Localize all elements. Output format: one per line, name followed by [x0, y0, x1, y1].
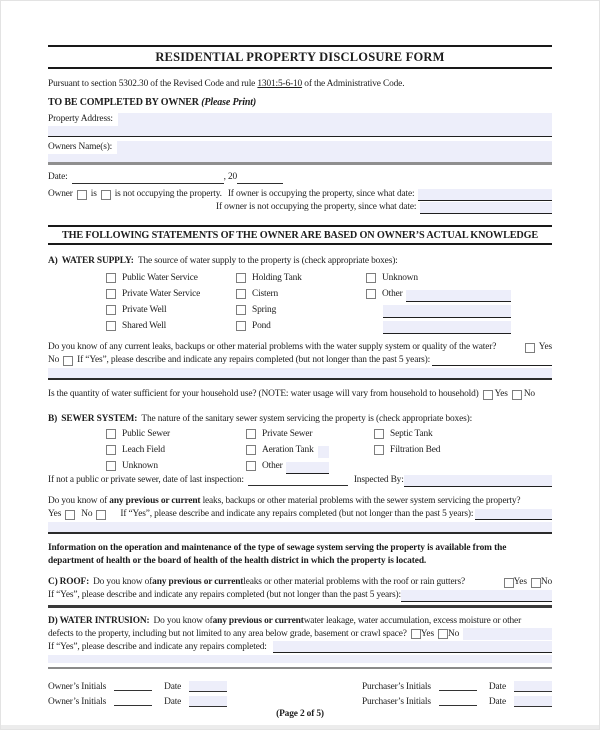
occupancy-row — [48, 188, 552, 201]
checkbox-aeration-tank[interactable] — [246, 445, 256, 455]
section-c-heading — [48, 576, 552, 589]
water-leaks-followup — [48, 354, 552, 367]
yes-label: Yes — [538, 342, 552, 352]
checkbox-public-water-service[interactable] — [106, 273, 116, 283]
property-address-row — [48, 113, 552, 126]
checkbox-pond[interactable] — [236, 321, 246, 331]
checkbox-water-leaks-yes[interactable] — [525, 343, 535, 353]
owners-name-row — [48, 141, 552, 154]
pursuant-text-pre: Pursuant to section 5302.30 of the Revised Code and rule — [48, 79, 258, 89]
water-option — [236, 302, 366, 318]
checkbox-label: Other — [382, 289, 403, 299]
sewer-checkbox-grid — [106, 426, 552, 474]
sewer-option — [246, 442, 374, 458]
checkbox-holding-tank[interactable] — [236, 273, 246, 283]
no-label: No — [48, 355, 60, 365]
checkbox-shared-well[interactable] — [106, 321, 116, 331]
occupying-since-date-input[interactable] — [418, 189, 552, 201]
no-label: No — [523, 389, 535, 399]
checkbox-label: Holding Tank — [252, 273, 302, 283]
signature-footer — [48, 677, 552, 707]
owners-initials-label: Owner’s Initials — [48, 682, 107, 692]
checkbox-private-sewer[interactable] — [246, 429, 256, 439]
owners-name-input-line2[interactable] — [48, 154, 552, 165]
intrusion-question-post: water leakage, water accumulation, excess moisture or other — [303, 615, 522, 626]
water-option — [236, 286, 366, 302]
checkbox-filtration-bed[interactable] — [374, 445, 384, 455]
purchaser-date-input-1[interactable] — [514, 681, 552, 692]
owner-initials-input-2[interactable] — [114, 696, 152, 706]
occupy-is-text: is — [90, 189, 97, 199]
inspected-by-input[interactable] — [404, 475, 552, 487]
water-option — [366, 302, 552, 318]
checkbox-roof-no[interactable] — [531, 578, 541, 588]
form-title: RESIDENTIAL PROPERTY DISCLOSURE FORM — [155, 50, 445, 64]
owner-initials-block — [48, 677, 227, 707]
water-supply-checkbox-grid — [106, 270, 552, 334]
sewer-inspection-row — [48, 474, 552, 487]
checkbox-other-sewer[interactable] — [246, 461, 256, 471]
other-sewer-input[interactable] — [286, 462, 329, 474]
page-number: (Page 2 of 5) — [276, 709, 324, 719]
other-water-input[interactable] — [406, 290, 511, 302]
owner-initials-input-1[interactable] — [114, 681, 152, 691]
not-occupying-since-date-input[interactable] — [420, 202, 552, 214]
checkbox-intrusion-yes[interactable] — [411, 629, 421, 639]
no-label: No — [447, 628, 460, 639]
purchaser-initials-row — [362, 692, 552, 707]
checkbox-label: Unknown — [122, 461, 158, 471]
sewer-option — [106, 458, 246, 474]
yes-label: Yes — [48, 509, 62, 519]
water-option — [106, 302, 236, 318]
section-b-heading — [48, 413, 552, 426]
checkbox-owner-is-not-occupying[interactable] — [101, 190, 111, 200]
sewer-describe-input[interactable] — [475, 509, 552, 520]
checkbox-intrusion-no[interactable] — [438, 629, 448, 639]
date-label: Date — [164, 682, 182, 692]
occupancy-row-2 — [216, 201, 552, 214]
please-print-note: (Please Print) — [201, 97, 257, 108]
water-quantity-question — [48, 388, 552, 401]
section-a-label: A) — [48, 256, 58, 266]
checkbox-label: Unknown — [382, 273, 418, 283]
aeration-tank-field[interactable] — [318, 446, 329, 458]
intrusion-question-line2-text: defects to the property, including but not limited to any area below grade, basement or crawl space? — [48, 628, 407, 639]
last-inspection-date-input[interactable] — [248, 475, 348, 486]
property-address-input-line2[interactable] — [48, 126, 552, 137]
owner-date-input-2[interactable] — [189, 696, 227, 707]
section-d-label: D) — [48, 615, 58, 626]
water-option — [106, 270, 236, 286]
footer-divider — [48, 667, 552, 670]
occupy-q1-text: If owner is occupying the property, since what date: — [227, 189, 415, 199]
checkbox-label: Public Water Service — [122, 273, 198, 283]
date-label: Date — [488, 682, 506, 692]
intrusion-field-shade[interactable] — [463, 628, 552, 640]
sewer-question-post: leaks, backups or other material problems with the sewer system servicing the property? — [200, 496, 521, 506]
checkbox-label: Spring — [252, 305, 277, 315]
purchasers-initials-label: Purchaser’s Initials — [361, 697, 431, 707]
water-option — [106, 318, 236, 334]
roof-followup-row — [48, 589, 552, 602]
yes-label: Yes — [513, 577, 527, 587]
checkbox-leach-field[interactable] — [106, 445, 116, 455]
checkbox-roof-yes[interactable] — [504, 578, 514, 588]
water-option — [236, 318, 366, 334]
checkbox-sewer-leaks-no[interactable] — [96, 510, 106, 520]
sewer-option — [246, 458, 374, 474]
property-address-label: Property Address: — [48, 114, 113, 124]
form-title-bar — [48, 45, 552, 69]
section-a-intro: The source of water supply to the property is (check appropriate boxes): — [137, 256, 398, 266]
checkbox-septic-tank[interactable] — [374, 429, 384, 439]
date-label: Date — [164, 697, 182, 707]
sewer-option — [106, 442, 246, 458]
date-year-input[interactable] — [237, 173, 283, 184]
checkbox-sewer-leaks-yes[interactable] — [65, 510, 75, 520]
pursuant-text-post: of the Administrative Code. — [302, 79, 405, 89]
no-label: No — [81, 509, 93, 519]
owner-initials-row — [48, 677, 227, 692]
checkbox-label: Leach Field — [122, 445, 165, 455]
checkbox-owner-is-occupying[interactable] — [77, 190, 87, 200]
owners-initials-label: Owner’s Initials — [48, 697, 107, 707]
section-c-divider — [48, 605, 552, 608]
occupy-owner-text: Owner — [48, 189, 73, 199]
sewer-option — [374, 426, 552, 442]
checkbox-label: Aeration Tank — [262, 445, 314, 455]
water-option — [106, 286, 236, 302]
water-quantity-question-text: Is the quantity of water sufficient for your household use? (NOTE: water usage will vary from household to household) — [48, 389, 479, 399]
section-c-title: ROOF: — [59, 577, 90, 587]
section-b-intro: The nature of the sanitary sewer system servicing the property is (check appropriate boxes): — [141, 414, 473, 424]
section-d-heading — [48, 615, 552, 628]
water-option — [366, 318, 552, 334]
yes-label: Yes — [420, 628, 434, 639]
checkbox-cistern[interactable] — [236, 289, 246, 299]
occupy-q2-text: If owner is not occupying the property, since what date: — [216, 202, 417, 212]
pursuant-line — [48, 78, 552, 91]
other-water-input-line2[interactable] — [383, 305, 511, 318]
no-label: No — [540, 577, 552, 587]
roof-question-post: leaks or other material problems with the roof or rain gutters? — [243, 577, 465, 587]
purchaser-initials-input-2[interactable] — [439, 696, 477, 706]
sewer-option-empty — [374, 458, 552, 474]
checkbox-label: Private Well — [122, 305, 167, 315]
roof-question-bold: any previous or current — [152, 577, 244, 587]
section-d-title: WATER INTRUSION: — [59, 615, 150, 626]
date-label: Date — [488, 697, 506, 707]
sewer-option — [374, 442, 552, 458]
checkbox-public-sewer[interactable] — [106, 429, 116, 439]
owner-heading-text: TO BE COMPLETED BY OWNER — [48, 97, 202, 108]
owner-section-heading — [48, 96, 552, 109]
intrusion-followup-text: If “Yes”, please describe and indicate any repairs completed: — [48, 641, 267, 652]
checkbox-label: Septic Tank — [390, 429, 433, 439]
sewer-option — [106, 426, 246, 442]
date-row — [48, 171, 552, 184]
water-leaks-describe-input-line2[interactable] — [48, 368, 552, 380]
checkbox-water-quantity-no[interactable] — [512, 390, 522, 400]
occupy-is-not-text: is not occupying the property. — [114, 189, 222, 199]
checkbox-water-quantity-yes[interactable] — [483, 390, 493, 400]
yes-label: Yes — [494, 389, 508, 399]
sewer-question-bold: any previous or current — [109, 496, 201, 506]
rule-citation: 1301:5-6-10 — [257, 79, 303, 89]
owner-date-input-1[interactable] — [189, 681, 227, 692]
sewer-leaks-question — [48, 495, 552, 508]
date-input[interactable] — [72, 173, 224, 184]
statements-header: THE FOLLOWING STATEMENTS OF THE OWNER ARE BASED ON OWNER’S ACTUAL KNOWLEDGE — [61, 230, 539, 241]
roof-question-pre: Do you know of — [93, 577, 153, 587]
date-year-prefix: , 20 — [223, 172, 238, 182]
water-leaks-question-text: Do you know of any current leaks, backups or other material problems with the water supply system or quality of the water? — [48, 342, 497, 352]
statements-header-bar — [48, 225, 552, 245]
form-content — [1, 45, 599, 719]
water-leaks-followup-text: If “Yes”, please describe and indicate any repairs completed (but not longer than the past 5 years): — [77, 355, 431, 365]
purchasers-initials-label: Purchaser’s Initials — [361, 682, 431, 692]
section-c-label: C) — [48, 577, 58, 587]
checkbox-unknown-water[interactable] — [366, 273, 376, 283]
other-water-input-line3[interactable] — [383, 321, 511, 334]
water-option — [366, 270, 552, 286]
intrusion-question-bold: any previous or current — [212, 615, 304, 626]
sewer-followup-text: If “Yes”, please describe and indicate any repairs completed (but not longer than the past 5 years): — [120, 509, 474, 519]
roof-followup-text: If “Yes”, please describe and indicate any repairs completed (but not longer than the past 5 years): — [48, 590, 401, 600]
purchaser-initials-block — [362, 677, 552, 707]
section-b-label: B) — [48, 414, 58, 424]
sewer-leaks-followup — [48, 508, 552, 521]
intrusion-question-pre: Do you know of — [153, 615, 213, 626]
intrusion-followup-row — [48, 641, 552, 654]
checkbox-label: Public Sewer — [122, 429, 170, 439]
sewage-info-paragraph: Information on the operation and maintenance of the type of sewage system serving the property is available from the department of health or the board of health of the health district in which the property is located. — [48, 543, 507, 566]
property-address-input[interactable] — [118, 113, 552, 126]
checkbox-private-water-service[interactable] — [106, 289, 116, 299]
sewer-option — [246, 426, 374, 442]
page-bottom-edge — [1, 725, 599, 729]
section-a-heading — [48, 255, 552, 268]
water-leaks-describe-input[interactable] — [432, 355, 552, 366]
owners-name-input[interactable] — [117, 141, 552, 154]
water-option — [236, 270, 366, 286]
checkbox-label: Private Sewer — [262, 429, 313, 439]
checkbox-unknown-sewer[interactable] — [106, 461, 116, 471]
checkbox-label: Other — [262, 461, 283, 471]
checkbox-private-well[interactable] — [106, 305, 116, 315]
purchaser-initials-row — [362, 677, 552, 692]
checkbox-label: Cistern — [252, 289, 279, 299]
sewer-question-pre: Do you know of — [48, 496, 110, 506]
purchaser-initials-input-1[interactable] — [439, 681, 477, 691]
section-a-title: WATER SUPPLY: — [61, 256, 134, 266]
owner-initials-row — [48, 692, 227, 707]
checkbox-label: Shared Well — [122, 321, 167, 331]
intrusion-describe-input-line2[interactable] — [48, 655, 552, 663]
roof-describe-input[interactable] — [401, 590, 552, 602]
sewer-describe-input-line2[interactable] — [48, 522, 552, 534]
checkbox-other-water[interactable] — [366, 289, 376, 299]
checkbox-label: Pond — [252, 321, 271, 331]
water-option — [366, 286, 552, 302]
intrusion-describe-input[interactable] — [273, 641, 552, 653]
date-label: Date: — [48, 172, 68, 182]
water-leaks-question — [48, 341, 552, 354]
inspected-by-label: Inspected By: — [353, 475, 404, 485]
purchaser-date-input-2[interactable] — [514, 696, 552, 707]
intrusion-question-line2 — [48, 628, 552, 641]
checkbox-label: Private Water Service — [122, 289, 201, 299]
checkbox-label: Filtration Bed — [390, 445, 441, 455]
checkbox-spring[interactable] — [236, 305, 246, 315]
inspection-label: If not a public or private sewer, date of last inspection: — [48, 475, 244, 485]
section-b-title: SEWER SYSTEM: — [61, 414, 138, 424]
owners-name-label: Owners Name(s): — [48, 142, 113, 152]
checkbox-water-leaks-no[interactable] — [63, 356, 73, 366]
